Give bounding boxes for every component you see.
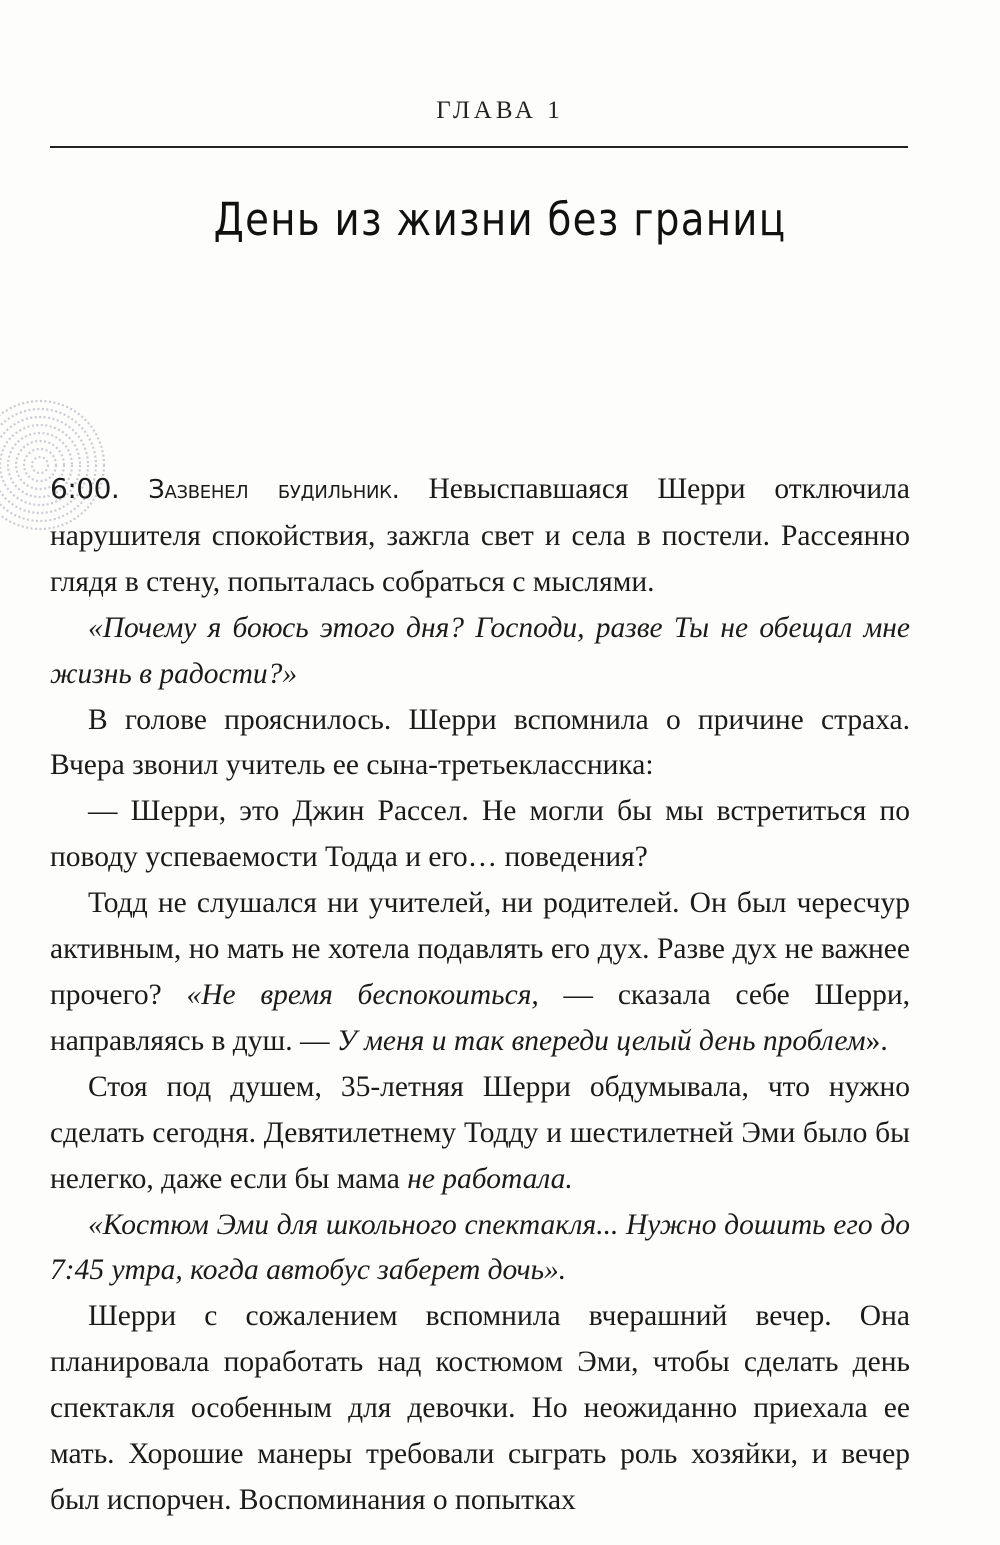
timestamp: 6:00. <box>50 472 120 505</box>
body-text <box>50 466 910 1524</box>
paragraph-text: Тодд не слушался ни учителей, ни родителей. Он был чересчур активным, но мать не хотела подавлять его дух. Разве дух не важнее прочего? <box>50 887 910 1011</box>
paragraph-text: Шерри с сожалением вспомнила вчерашний вечер. Она планировала поработать над костюмом Эми, чтобы сделать день спектакля особенным для девочки. Но неожиданно приехала ее мать. Хорошие манеры требовали сыграть роль хозяйки, и вечер был испорчен. Воспоминания о попытках <box>50 1300 910 1516</box>
paragraph <box>50 1203 910 1295</box>
paragraph <box>50 789 910 881</box>
paragraph <box>50 698 910 790</box>
header-rule <box>50 146 908 148</box>
lead-in: Зазвенел будильник. <box>148 475 400 505</box>
italic-emphasis: не работала. <box>407 1162 573 1195</box>
paragraph-text: Стоя под душем, 35-летняя Шерри обдумывала, что нужно сделать сегодня. Девятилетнему Тодду и шестилетней Эми было бы нелегко, даже если бы мама <box>50 1070 910 1195</box>
paragraph-text: — сказала себе Шерри, направляясь в душ. — <box>50 978 911 1057</box>
running-head: ГЛАВА 1 <box>436 97 564 124</box>
paragraph <box>50 606 910 698</box>
italic-quote: «Не время беспокоиться, <box>186 978 539 1011</box>
paragraph-text: Невыспавшаяся Шерри отключила нарушителя спокойствия, зажгла свет и села в постели. Рассеянно глядя в стену, попыталась собраться с мыслями. <box>50 473 911 598</box>
chapter-title: День из жизни без границ <box>213 193 787 246</box>
paragraph-text: ». <box>865 1024 888 1057</box>
italic-quote: «Почему я боюсь этого дня? Господи, разве Ты не обещал мне жизнь в радости?» <box>50 611 910 690</box>
paragraph <box>50 1065 910 1203</box>
paragraph <box>50 881 910 1065</box>
paragraph-text: В голове прояснилось. Шерри вспомнила о причине страха. Вчера звонил учитель ее сына-третьеклассника: <box>50 703 910 782</box>
italic-quote: У меня и так впереди целый день проблем <box>336 1024 866 1057</box>
paragraph <box>50 466 910 606</box>
italic-quote: «Костюм Эми для школьного спектакля... Нужно дошить его до 7:45 утра, когда автобус заберет дочь». <box>50 1208 910 1287</box>
dialogue-text: — Шерри, это Джин Рассел. Не могли бы мы встретиться по поводу успеваемости Тодда и его… поведения? <box>50 795 910 874</box>
paragraph <box>50 1294 910 1524</box>
